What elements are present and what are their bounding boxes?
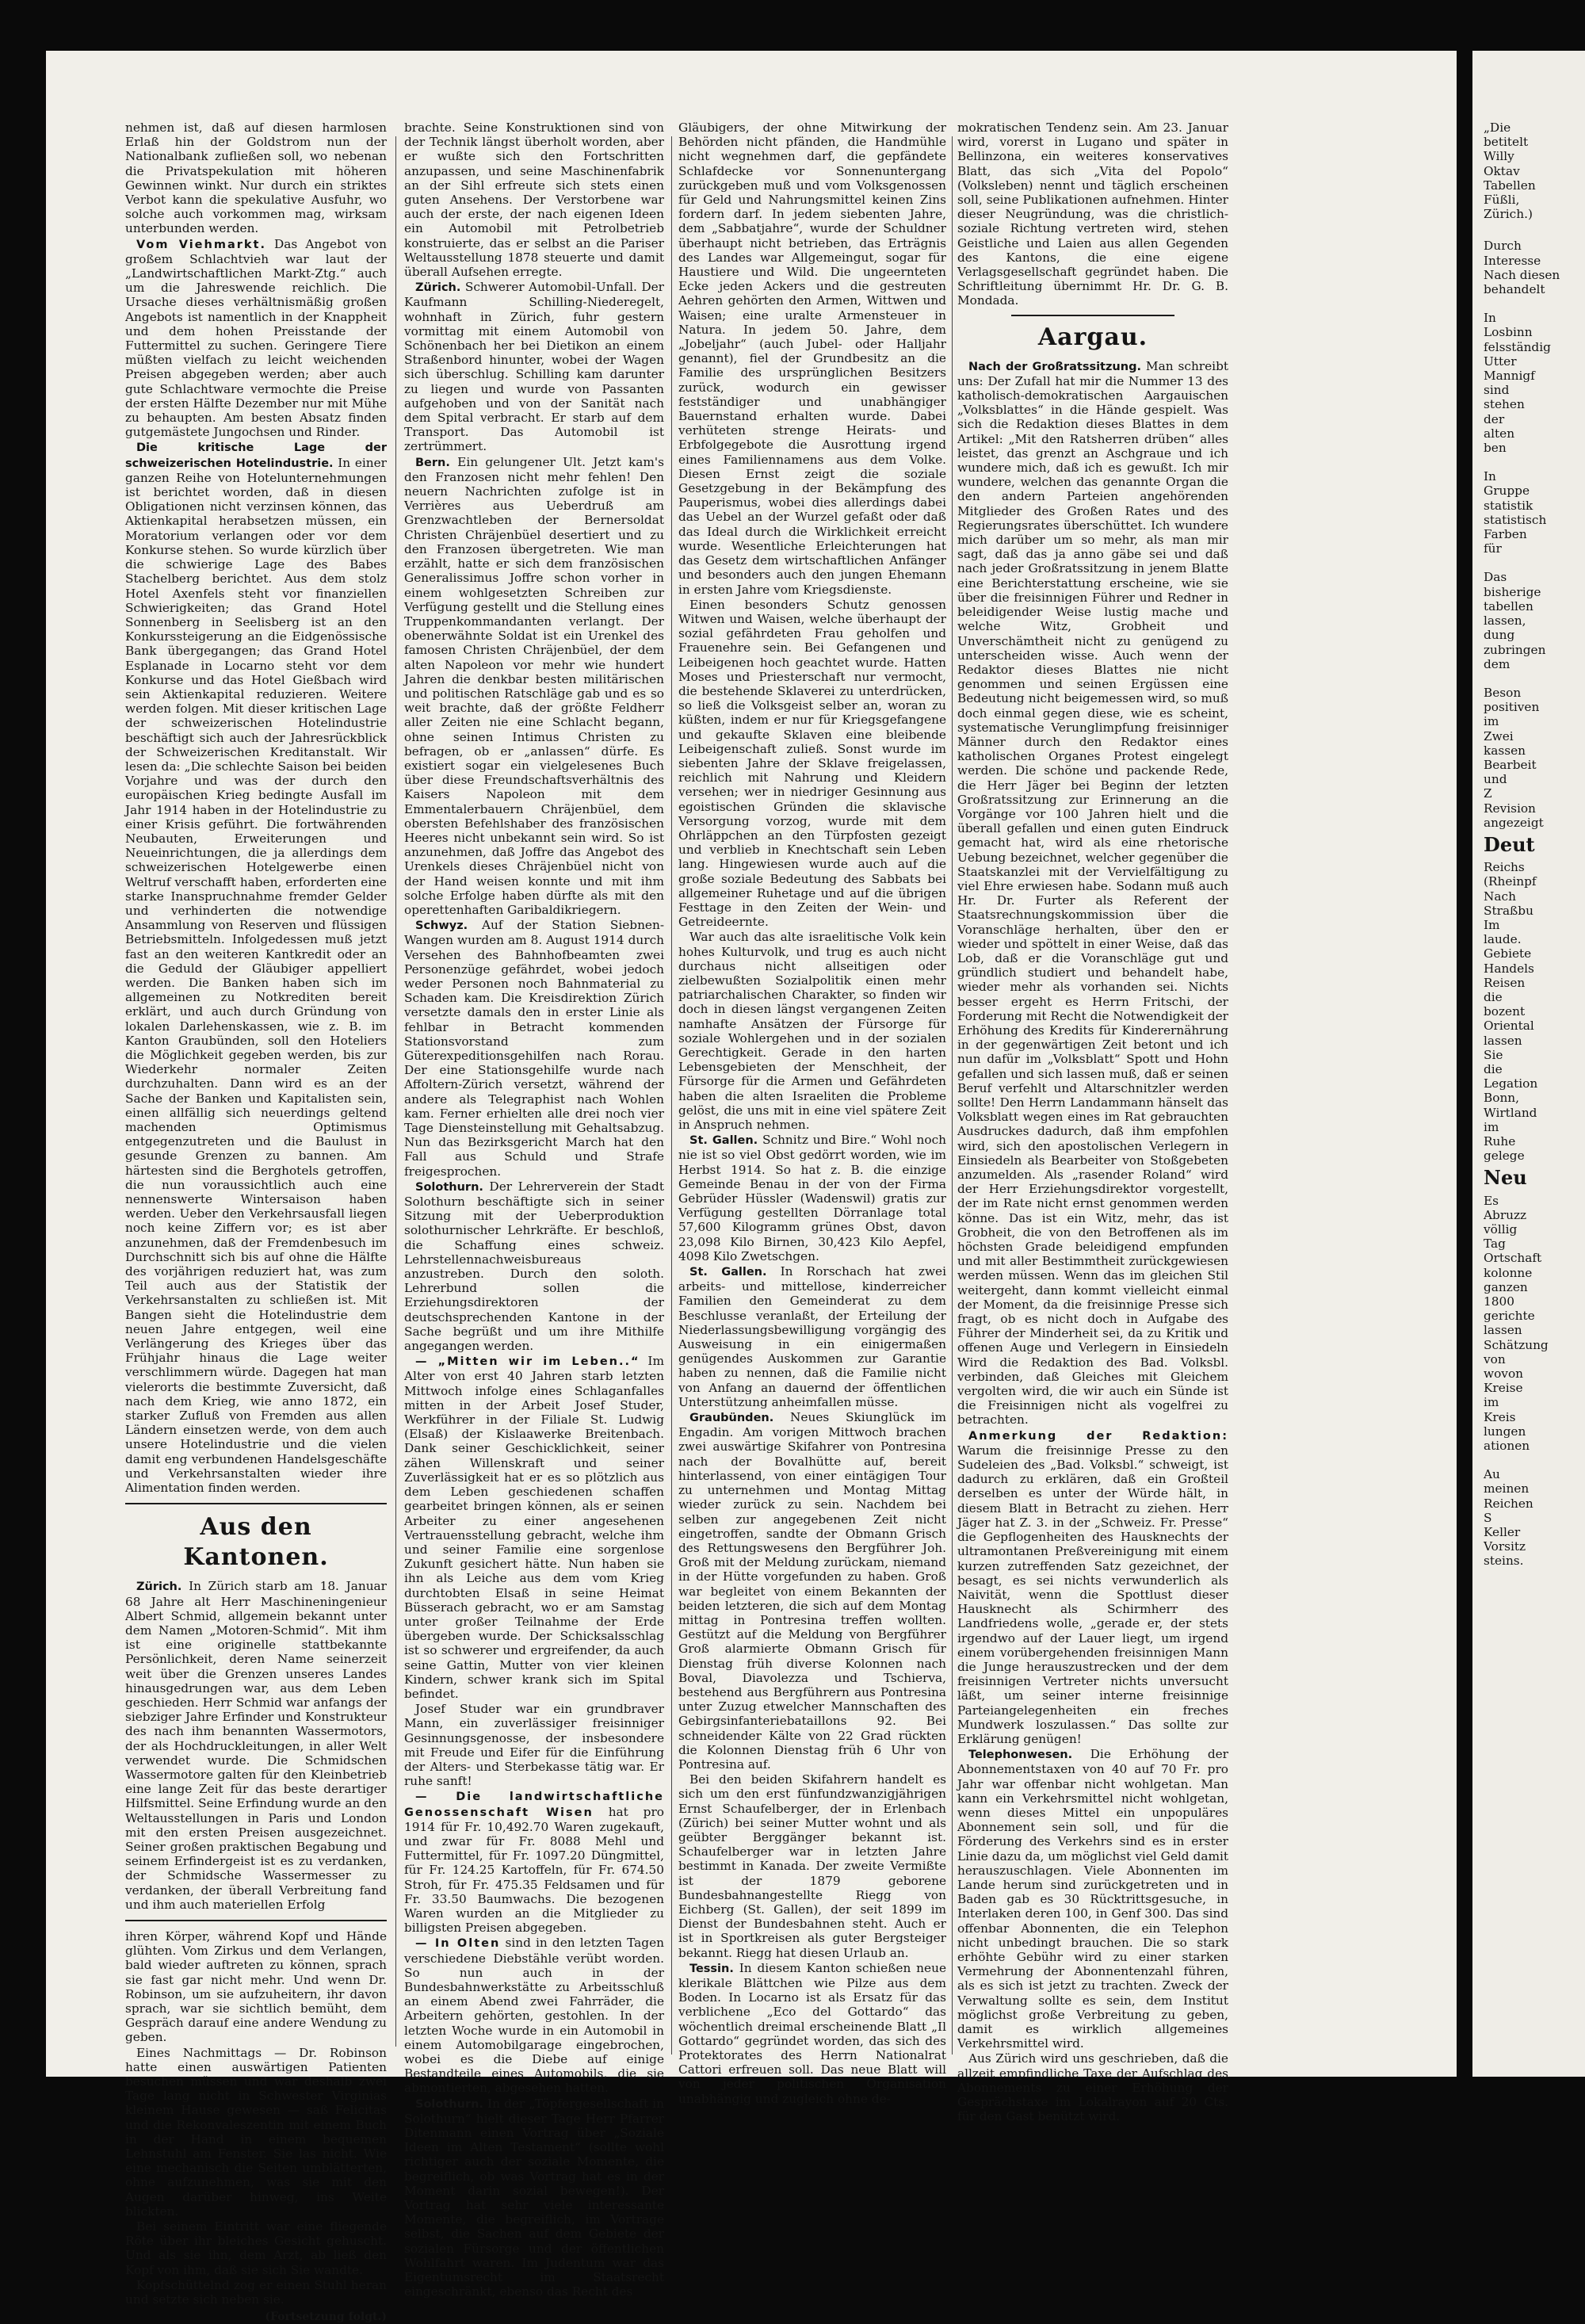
article-text: Einen besonders Schutz genossen Witwen und Waisen, welche überhaupt der sozial gefährdeten Frau geholfen und Frauenehre sein. Bei Gefangenen und Leibeigenen hoch geachtet wurde. Hatten Moses und Priesterschaft nur vermocht, die bestehende Sklaverei zu unterdrücken, so ließ die Volksgeist selber an, woran zu küßten, indem er nur für Kriegsgefangene und gekaufte Sklaven eine bleibende Leibeigenschaft zuließ. Sonst wurde im siebenten Jahre der Sklave freigelassen, reichlich mit Nahrung und Kleidern versehen; wer in niedriger Gesinnung aus egoistischen Gründen die sklavische Versorgung vorzog, wurde mit dem Ohrläppchen an den Türpfosten gezeigt und verblieb in Knechtschaft sein Leben lang. Hingewiesen wurde auch auf die große soziale Bedeutung des Sabbats bei allgemeiner Ruhetage und auf die übrigen Festtage in den Zeiten der Wein- und Getreideernte. [678,597,946,930]
article-text: War auch das alte israelitische Volk kein hohes Kulturvolk, und trug es auch nicht durchaus nicht allseitigen oder zielbewußten Sozialpolitik einen mehr patriarchalischen Charakter, so finden wir doch in diesen längst vergangenen Zeiten namhafte Ansätzen der Fürsorge für soziale Wohlergehen und in der sozialen Gerechtigkeit. Gerade in den harten Lebensgebieten der Menschheit, der Fürsorge für die Armen und Gefährdeten haben die alten Israeliten die Probleme gelöst, die uns mit in eine viel spätere Zeit in Anspruch nehmen. [678,930,946,1133]
article-solothurn-vortrag [404,2097,664,2299]
article-solothurn-lehrer [404,1179,664,1353]
fragment-line: im [1484,1395,1499,1410]
fragment-line: steins. [1484,1554,1524,1569]
fragment-line: Willy [1484,149,1514,164]
gap [1484,671,1585,686]
section-divider [125,1503,387,1504]
fragment-line: „Die [1484,120,1511,135]
fragment-line: Kreise [1484,1381,1523,1396]
fragment-line: Wirtland [1484,1105,1537,1120]
article-intro: nehmen ist, daß auf diesen harmlosen Erlaß hin der Goldstrom nun der Nationalbank zufließen soll, wo nebenan die Privatspekulation mit höheren Gewinnen winkt. Nur durch ein striktes Verbot kann die spekulative Ausfuhr, wo solche auch vorkommen mag, wirksam unterbunden werden. [125,120,387,236]
article-lead: Zürich. [136,1581,182,1594]
article-lead: Anmerkung der Redaktion: [968,1429,1228,1443]
fragment-line: Es [1484,1193,1499,1208]
article-graubuenden [678,1410,946,1772]
fragment-line: Keller [1484,1525,1521,1540]
fragment-line: Reichen [1484,1496,1533,1511]
gap [1484,221,1585,239]
fragment-line: meinen [1484,1481,1530,1496]
article-text: Die Erhöhung der Abonnementstaxen von 40 auf 70 Fr. pro Jahr war offenbar nicht wohlgetan. Man kann ein Verkehrsmittel nicht wohlgetan, wenn dieses Mittel ein unpopuläres Abonnement sein soll, und für die Förderung des Verkehrs sind es in erster Linie dazu da, um möglichst viel Geld damit herauszuschlagen. Viele Abonnenten im Lande herum sind zurückgetreten und in Baden gab es 30 Rücktrittsgesuche, in Interlaken deren 100, in Genf 300. Das sind offenbar Abonnenten, die ein Telephon nicht unbedingt brauchen. Die so stark erhöhte Gebühr wird zu einer starken Vermehrung der Abonnentenzahl führen, als es sich ist jetzt zu trachten. Zweck der Verwaltung sollte es sein, dem Institut möglichst große Verbreitung zu geben, damit es wirklich allgemeines Verkehrsmittel wird. [957,1747,1228,2051]
article-lead: Solothurn. [415,2097,483,2111]
fragment-line: angezeigt [1484,815,1544,830]
fragment-line: Gebiete [1484,946,1532,961]
fragment-line: zubringen [1484,642,1546,657]
fragment-line: Oktav [1484,163,1520,178]
fragment-line: lassen [1484,1033,1522,1048]
section-title-kantone: Aus den Kantonen. [183,1513,329,1572]
fragment-line: Oriental [1484,1019,1534,1034]
article-genossenschaft [404,1789,664,1935]
fragment-line: Gruppe [1484,484,1530,499]
article-hotelindustrie [125,440,387,1495]
fragment-line: völlig [1484,1222,1518,1237]
article-lead: Die kritische Lage der schweizerischen Hotelindustrie. [125,441,387,470]
gap [1484,1453,1585,1467]
fragment-line: Bearbeit [1484,757,1537,772]
fragment-block [1484,570,1585,671]
article-telephonwesen [957,1747,1228,2051]
fragment-line: Tag [1484,1237,1506,1252]
fragment-line: dem [1484,656,1511,671]
article-lead: Schwyz. [415,919,468,933]
article-text: Im Alter von erst 40 Jahren starb letzten Mittwoch infolge eines Schlaganfalles mitten in der Arbeit Josef Studer, Werkführer in der Filiale St. Ludwig (Elsaß) der Kislaawerke Breitenbach. Dank seiner Geschicklichkeit, seiner zähen Willenskraft und seiner Zuverlässigkeit hat er es so plötzlich aus dem Leben geschiedenen schaffen gearbeitet bringen können, als er seinen Arbeiter zu einer angesehenen Vertrauensstellung gebracht, welche ihm und seiner Familie eine sorgenlose Zukunft gesichert hätte. Nun haben sie ihn als Leiche aus dem vom Krieg durchtobten Elsaß in seine Heimat Büsserach gebracht, wo er am Samstag unter großer Teilnahme der Erde übergeben wurde. Der Schicksalsschlag ist so schwerer und ergreifender, da auch seine Gattin, Mutter von vier kleinen Kindern, schwer krank sich im Spital befindet. [404,1354,664,1701]
column-rule [671,136,672,2055]
article-zuerich-schmid [125,1579,387,1912]
fragment-line: Handels [1484,961,1534,976]
fragment-line: kassen [1484,743,1526,758]
column-2 [404,120,664,2299]
fragment-line: Das [1484,570,1507,585]
feuilleton-text: Kopfschüttelnd zog er einen Stuhl heran und setzte sich neben sie. [125,2277,387,2307]
column-4 [957,120,1228,2124]
newspaper-page [46,51,1457,2324]
fragment-line: behandelt [1484,282,1545,297]
article-lead: — In Olten [415,1937,501,1951]
section-divider [1011,315,1174,316]
article-st-gallen-rorschach [678,1264,946,1409]
article-lead: St. Gallen. [689,1134,758,1148]
fragment-line: wovon [1484,1366,1524,1382]
fragment-heading: Neu [1484,1166,1527,1190]
fragment-line: Ortschaft [1484,1251,1542,1266]
article-text: Neues Skiunglück im Engadin. Am vorigen Mittwoch brachen zwei auswärtige Skifahrer von Pontresina nach der Bovalhütte auf, bereit hinterlassend, von einer eintägigen Tour zu unternehmen und Montag Mittag wieder zurück zu sein. Nachdem bei selben zur angegebenen Zeit nicht eingetroffen, sandte der Obmann Grisch des Rettungswesens den Bergführer Joh. Groß mit der Meldung zurückam, niemand in der Hütte vorgefunden zu haben. Groß war begleitet von einem Bekannten der beiden letzteren, die sich auf dem Montag mittag in Pontresina treffen wollten. Gestützt auf die Meldung von Bergführer Groß alarmierte Obmann Grisch für Dienstag früh diverse Kolonnen nach Boval, Diavolezza und Tschierva, bestehend aus Bergführern aus Pontresina unter Zuzug etwelcher Mannschaften des Gebirgsinfanteriebataillons 92. Bei schneidender Kälte von 22 Grad rückten die Kolonnen Dienstag früh 6 Uhr von Pontresina auf. [678,1410,946,1772]
fragment-line: (Rheinpf [1484,874,1537,889]
fragment-line: Füßli, [1484,193,1520,208]
fragment-line: Beson [1484,685,1522,700]
fragment-block [1484,1467,1585,1568]
article-lead: Nach der Großratssitzung. [968,360,1141,373]
fragment-line: 1800 [1484,1294,1514,1309]
article-vom-viehmarkt [125,237,387,440]
fragment-line: Schätzung [1484,1337,1549,1352]
fragment-block [1484,120,1585,221]
fragment-line: Abruzz [1484,1207,1527,1222]
fragment-line: tabellen [1484,598,1533,613]
fragment-line: Durch [1484,239,1522,254]
article-text: In der „Töpfergesellschaft in Solothurn“ hielt dieser Tage Herr Pfarrer Ditenmann einen Vortrag über „Soziale Ideen im Alten Testament“ (sollte wohl richtiger auch der soziale Momente, die begreiflich, ob was Vortrag hat es in der Moment darin sozial bewegen!). Der Vortrag hat sehr viele interessante Momente, die begreiflich, im Vortrage selbst, die Sachen auf dem Gebiete der sozialen Fürsorge und der öffentlichen Wohlfahrt waren. Im Judentum war das Eigentumsrecht im Staatsrecht eingeschränkt, ebenso das Recht des [404,2096,664,2299]
article-intro: Gläubigers, der ohne Mitwirkung der Behörden nicht pfänden, die Handmühle nicht wegnehmen darf, die gepfändete Schlafdecke vor Sonnenuntergang zurückgeben muß und vom Volksgenossen für Geld und Nahrungsmittel keinen Zins fordern darf. In jedem siebenten Jahre, dem „Sabbatjahre“, wurde der Schuldner überhaupt nicht betrieben, das Erträgnis des Landes war Allgemeingut, sogar für Haustiere und Wild. Die ungeernteten Ecke jeden Ackers und die gestreuten Aehren gehörten den Armen, Wittwen und Waisen; eine uralte Armensteuer in Natura. In jedem 50. Jahre, dem „Jobeljahr“ (auch Jubel- oder Halljahr genannt), fiel der Grundbesitz an die Familie des ursprünglichen Besitzers zurück, wodurch ein gewisser festständiger und unabhängiger Bauernstand erhalten wurde. Dabei verhüteten strenge Heirats- und Erbfolgegebote die Ausrottung irgend eines Familiennamens aus dem Volke. Diesen Ernst zeigt die soziale Gesetzgebung in der Bekämpfung des Pauperismus, wobei dies allerdings dabei das Uebel an der Wurzel gefaßt oder daß das Ideal durch die Wirklichkeit erreicht wurde. Wesentliche Erleichterungen hat das Gesetz dem wirtschaftlichen Anfänger und besonders auch den jungen Ehemann in ersten Jahre vom Kriegsdienste. [678,120,946,597]
column-rule [952,136,953,2055]
fragment-line: Straßbu [1484,903,1533,918]
fragment-line: Sie [1484,1047,1503,1062]
article-lead: — „Mitten wir im Leben..“ [415,1355,640,1369]
fragment-line: Vorsitz [1484,1539,1526,1554]
fragment-line: kolonne [1484,1265,1533,1280]
fragment-line: Reisen [1484,975,1526,990]
fragment-line: Au [1484,1467,1500,1482]
fragment-line: dung [1484,628,1515,643]
fragment-line: die [1484,1061,1503,1076]
fragment-line: Zürich.) [1484,207,1533,222]
fragment-line: alten [1484,426,1515,441]
fragment-line: Tabellen [1484,178,1536,193]
fragment-line: Z [1484,786,1492,801]
article-text: Bei den beiden Skifahrern handelt es sich um den erst fünfundzwanzigjährigen Ernst Schaufelberger, der in Erlenbach (Zürich) bei seiner Mutter wohnt und als geübter Berggänger bekannt ist. Schaufelberger war in letzten Jahre bestimmt in Kanada. Der zweite Vermißte ist der 1879 geborene Bundesbahnangestellte Riegg von Eichberg (St. Gallen), der seit 1899 im Dienst der Bundesbahnen steht. Auch er ist in Sportkreisen als guter Bergsteiger bekannt. Riegg hat diesen Urlaub an. [678,1772,946,1960]
article-text: Schnitz und Bire.“ Wohl noch nie ist so viel Obst gedörrt worden, wie im Herbst 1914. So hat z. B. die einzige Gemeinde Benau in der von der Firma Gebrüder Hüssler (Wadenswil) gratis zur Verfügung gestellten Dörranlage total 57,600 Kilogramm grünes Obst, davon 23,098 Kilo Birnen, 30,423 Kilo Aepfel, 4098 Kilo Zwetschgen. [678,1133,946,1263]
fragment-line: und [1484,772,1507,787]
article-text: Der Lehrerverein der Stadt Solothurn beschäftigte sich in seiner Sitzung mit der Ueberproduktion solothurnischer Lehrkräfte. Er beschloß, die Schaffung eines schweiz. Lehrstellennachweisbureaus anzustreben. Durch den soloth. Lehrerbund sollen die Erziehungsdirektoren der deutschsprechenden Kantone in der Sache begrüßt und um ihre Mithilfe angegangen werden. [404,1179,664,1354]
fragment-line: sind [1484,383,1510,398]
fragment-line: Utter [1484,354,1517,369]
fragment-block [1484,860,1585,1163]
article-lead: Bern. [415,456,450,469]
fragment-line: Reichs [1484,860,1525,875]
article-text: sind in den letzten Tagen verschiedene Diebstähle verübt worden. So nun auch in der Bundesbahnwerkstätte zu Arbeitsschluß an einem Abend zwei Fahrräder, die Arbeitern gehörten, gestohlen. In der letzten Woche wurde in ein Automobil in einem Automobilgarage eingebrochen, wobei es die Diebe auf einige Bestandteile eines Automobils, die sie abmontierten, abgesehen hatten. [404,1936,664,2096]
fragment-line: gelege [1484,1149,1525,1164]
fragment-line: Zwei [1484,728,1514,743]
article-studer [404,1354,664,1701]
fragment-line: Farben [1484,527,1527,542]
article-lead: Tessin. [689,1962,734,1975]
fragment-line: gerichte [1484,1309,1535,1324]
article-lead: Zürich. [415,281,461,295]
article-schwyz [404,918,664,1179]
fragment-block [1484,1194,1585,1454]
fragment-block [1484,686,1585,830]
article-lead: Graubünden. [689,1412,774,1425]
article-anmerkung [957,1428,1228,1746]
article-text: In einer ganzen Reihe von Hotelunternehmungen ist berichtet worden, daß in diesen Obligationen nicht verzinsen können, das Aktienkapital herabsetzen müssen, ein Moratorium verlangen oder vor dem Konkurse stehen. So wurde kürzlich über die schwierige Lage des Babes Stachelberg berichtet. Aus dem stolz Hotel Axenfels steht vor finanziellen Schwierigkeiten; das Grand Hotel Sonnenberg in Seelisberg ist an den Konkurssteigerung an die Eidgenössische Bank übergegangen; das Grand Hotel Esplanade in Locarno steht vor dem Konkurse und das Hotel Gießbach wird sein Aktienkapital reduzieren. Weitere werden folgen. Mit dieser kritischen Lage der schweizerischen Hotelindustrie beschäftigt sich auch der Jahresrückblick der Schweizerischen Kreditanstalt. Wir lesen da: „Die schlechte Saison bei beiden Vorjahre und was der durch den europäischen Krieg bedingte Ausfall im Jahr 1914 haben in der Hotelindustrie zu einer Krisis geführt. Die fortwährenden Neubauten, Erweiterungen und Neueinrichtungen, die ja allerdings dem schweizerischen Hotelgewerbe einen Weltruf verschafft haben, erforderten eine starke Inanspruchnahme fremder Gelder und verhinderten die notwendige Ansammlung von Reserven und flüssigen Betriebsmitteln. Infolgedessen muß jetzt fast an den weiteren Kantkredit oder an die Geduld der Gläubiger appelliert werden. Die Banken haben sich im allgemeinen zu Notkrediten bereit erklärt, und auch durch Gründung von lokalen Darlehenskassen, wie z. B. im Kanton Graubünden, soll den Hoteliers die Möglichkeit gegeben werden, bis zur Wiederkehr normaler Zeiten durchzuhalten. Dann wird es an der Sache der Banken und Kapitalisten sein, einen allfällig sich neuerdings geltend machenden Optimismus entgegenzutreten und die Baulust in gesunde Grenzen zu bannen. Am härtesten sind die Berghotels getroffen, die nun voraussichtlich auch eine nennenswerte Wintersaison haben werden. Ueber den Verkehrsausfall liegen noch keine Ziffern vor; es ist aber anzunehmen, daß der Fremdenbesuch im Durchschnitt sich bis auf ohne die Hälfte des vorjährigen reduziert hat, was zum Teil auch aus der Statistik der Verkehrsanstalten zu schließen ist. Mit Bangen sieht die Hotelindustrie dem neuen Jahre entgegen, weil eine Verlängerung des Krieges über das Frühjahr hinaus die Lage weiter verschlimmern würde. Dagegen hat man vielerorts die bestimmte Zuversicht, daß nach dem Krieg, wie anno 1872, ein starker Zufluß von Fremden aus allen Ländern einsetzen werde, von dem auch unsere Hotelindustrie und die vielen damit eng verbundenen Handelsgeschäfte und Verkehrsanstalten wieder ihre Alimentation finden werden. [125,455,387,1496]
fragment-line: von [1484,1351,1506,1366]
fragment-line: stehen [1484,397,1525,412]
fragment-line: In [1484,311,1496,326]
fragment-line: statistisch [1484,512,1547,527]
article-lead: St. Gallen. [689,1266,767,1279]
fragment-line: lungen [1484,1424,1526,1439]
article-text: hat pro 1914 für Fr. 10,492.70 Waren zugekauft, und zwar für Fr. 8088 Mehl und Futtermittel, für Fr. 1097.20 Düngmittel, für Fr. 124.25 Kartoffeln, für Fr. 674.50 Stroh, für Fr. 475.35 Feldsamen und für Fr. 33.50 Baumwachs. Die bezogenen Waren wurden an die Mitglieder zu billigsten Preisen abgegeben. [404,1804,664,1936]
fragment-line: für [1484,541,1502,556]
fragment-heading: Deut [1484,832,1535,856]
fragment-block [1484,469,1585,556]
article-lead: Solothurn. [415,1180,483,1194]
fragment-block [1484,311,1585,455]
gap [1484,296,1585,311]
fragment-line: bisherige [1484,584,1541,599]
fragment-line: positiven [1484,700,1540,715]
article-text: Das Angebot von großem Schlachtvieh war laut der „Landwirtschaftlichen Markt-Ztg.“ auch um die Jahreswende reichlich. Die Ursache dieses verhältnismäßig großen Angebots ist namentlich in der Knappheit und dem hohen Preisstande der Futtermittel zu suchen. Geringere Tiere müßten vielfach zu leicht weichenden Preisen abgegeben werden; aber auch gute Schlachtware vermochte die Preise der ersten Hälfte Dezember nur mit Mühe zu behaupten. Am besten Absatz finden gutgemästete Jungochsen und Rinder. [125,236,387,440]
fragment-line: ben [1484,441,1507,456]
section-title-aargau: Aargau. [1037,323,1148,351]
fragment-line: Bonn, [1484,1091,1520,1106]
fragment-line: Nach diesen [1484,267,1560,282]
article-olten [404,1936,664,2095]
column-rule [395,136,396,2047]
article-text: Auf der Station Siebnen-Wangen wurden am 8. August 1914 durch Versehen des Bahnhofbeamten zwei Personenzüge gefährdet, wobei jedoch weder Personen noch Bahnmaterial zu Schaden kam. Die Kreisdirektion Zürich versetzte damals den in erster Linie als fehlbar in Betracht kommenden Stationsvorstand zum Güterexpeditionsgehilfen nach Rorau. Der eine Stationsgehilfe wurde nach Affoltern-Zürich versetzt, während der andere als Telegraphist nach Wohlen kam. Ferner erhielten alle drei noch vier Tage Diensteinstellung mit Gehaltsabzug. Nun das Bezirksgericht March hat den Fall aus Schuld und Strafe freigesprochen. [404,918,664,1179]
feuilleton-text: Bei seinem Eintritt war eine fliegende Röte über ihr bleiches Gesicht gehuscht. Und als sie ihn, dem Arzt, ab ließ den Kopf von ihm, daß sie sich Sie wandte. [125,2219,387,2277]
adjacent-page-fragment [1472,51,1585,2077]
article-grossratssitzung [957,359,1228,1428]
fragment-line: statistik [1484,498,1533,513]
feuilleton-text: ihren Körper, während Kopf und Hände glühten. Vom Zirkus und dem Verlangen, bald wieder auftreten zu können, sprach sie fast gar nicht mehr. Und wenn Dr. Robinson, um sie aufzuheitern, ihr davon sprach, war sie sichtlich bemüht, dem Gespräch darauf eine andere Wendung zu geben. [125,1928,387,2045]
fragment-line: Interesse [1484,253,1541,268]
fragment-line: Kreis [1484,1409,1516,1424]
column-1 [125,120,387,2324]
article-lead: — Die landwirtschaftliche Genossenschaft Wisen [404,1791,664,1819]
fragment-line: ationen [1484,1439,1530,1454]
fragment-line: im [1484,714,1499,729]
article-intro: brachte. Seine Konstruktionen sind von der Technik längst überholt worden, aber er wußte sich den Fortschritten anzupassen, und seine Maschinenfabrik an der Sihl erfreute sich stets einen guten Ansehens. Der Verstorbene war auch der erste, der nach eigenen Ideen ein Automobil mit Petrolbetrieb konstruierte, das er selbst an die Pariser Weltausstellung 1878 steuerte und damit überall Aufsehen erregte. [404,120,664,280]
gap [1484,455,1585,469]
article-tessin [678,1961,946,2106]
article-lead: Telephonwesen. [968,1749,1073,1762]
fragment-line: Legation [1484,1076,1538,1091]
fragment-line: In [1484,469,1496,484]
article-lead: Vom Viehmarkt. [136,238,266,251]
gap [1484,556,1585,570]
article-studer-cont: Josef Studer war ein grundbraver Mann, ein zuverlässiger freisinniger Gesinnungsgenosse, der insbesondere mit Freude und Eifer für die Einführung der Alters- und Sterbekasse tätig war. Er ruhe sanft! [404,1702,664,1789]
continuation-note: (Fortsetzung folgt.) [265,2311,387,2324]
article-st-gallen-obst [678,1133,946,1263]
fragment-line: betitelt [1484,135,1529,150]
article-text: Schwerer Automobil-Unfall. Der Kaufmann Schilling-Niederegelt, wohnhaft in Zürich, fuhr gestern vormittag mit einem Automobil von Schönenbach her bei Dietikon an einem Straßenbord hinunter, wobei der Wagen sich überschlug. Schilling kam darunter zu liegen und wurde von Passanten aufgehoben und von der Sanität nach dem Spital verbracht. Er starb auf dem Transport. Das Automobil ist zertrümmert. [404,280,664,454]
fragment-line: die [1484,989,1503,1004]
fragment-line: felsständig [1484,339,1551,354]
fragment-line: Im [1484,917,1500,932]
fragment-line: der [1484,411,1505,426]
article-bern [404,455,664,918]
article-text: In diesem Kanton schießen neue klerikale Blättchen wie Pilze aus dem Boden. In Locarno ist als Ersatz für das verblichene „Eco del Gottardo“ das wöchentlich dreimal erscheinende Blatt „Il Gottardo“ gegründet worden, das sich des Protektorates des Herrn Nationalrat Cattori erfreuen soll. Das neue Blatt will von jeder politischen Organisation unabhängig und zugleich ohne de- [678,1960,946,2106]
column-3 [678,120,946,2107]
fragment-line: lassen [1484,1323,1522,1338]
article-text: Ein gelungener Ult. Jetzt kam's den Franzosen nicht mehr fehlen! Den neuern Nachrichten zufolge ist in Verrières aus Ueberdruß am Grenzwachtleben der Bernersoldat Christen Chräjenbüel desertiert und zu den Franzosen übergetreten. Wie man erzählt, hatte er sich dem französischen Generalissimus Joffre schon vorher in einem wohlgesetzten Schreiben zur Verfügung gestellt und die Stellung eines Truppenkommandanten verlangt. Der obenerwähnte Soldat ist ein Urenkel des famosen Christen Chräjenbüel, der dem alten Napoleon vor mehr wie hundert Jahren die denkbar besten militärischen und politischen Ratschläge gab und es so weit brachte, daß der größte Feldherr aller Zeiten nie eine Schlacht begann, ohne seinen Intimus Christen zu befragen, ob er „anlassen“ dürfe. Es existiert sogar ein vielgelesenes Buch über diese Freundschaftsverhältnis des Kaisers Napoleon mit dem Emmentalerbauern Chräjenbüel, dem obersten Befehlshaber des französischen Heeres nicht unbekannt sein wird. So ist anzunehmen, daß Joffre das Angebot des Urenkels dieses Chräjenbüel nicht von der Hand weisen konnte und mit ihm solche Erfolge haben dürfte als mit den operettenhaften Garibaldikriegern. [404,454,664,917]
fragment-line: Revision [1484,801,1536,816]
feuilleton-divider [125,1920,387,1921]
article-text: Warum die freisinnige Presse zu den Sudeleien des „Bad. Volksbl.“ schweigt, ist dadurch zu erklären, daß ein Großteil derselben es unter der Würde hält, in diesem Blatt in Betracht zu ziehen. Herr Jäger hat Z. 3. in der „Schweiz. Fr. Presse“ die Gepflogenheiten des Hausknechts der ultramontanen Preßvereinigung mit einem kurzen zutreffenden Satz gezeichnet, der besagt, es sei nichts verwunderlich als Naivität, wenn die Spottlust dieser Hausknecht als Schirmherr des Landfriedens wolle, „gerade er, der stets irgendwo auf der Lauer liegt, um irgend einem vorübergehenden freisinnigen Mann die Junge herauszustrecken und der dem freisinnigen Vertreter nichts unversucht läßt, um seiner interne freisinnige Parteiangelegenheiten ein freches Mundwerk loszulassen.“ Das sollte zur Erklärung genügen! [957,1443,1228,1746]
article-zuerich-unfall [404,280,664,453]
article-intro: mokratischen Tendenz sein. Am 23. Januar wird, vorerst in Lugano und später in Bellinzona, ein weiteres konservatives Blatt, das sich „Vita del Popolo“ (Volksleben) nennt und täglich erscheinen soll, seine Publikationen aufnehmen. Hinter dieser Neugründung, was die christlich-soziale Richtung vertreten wird, stehen Geistliche und Laien aus allen Gegenden des Kantons, die eine eigene Verlagsgesellschaft gegründet haben. Die Schriftleitung übernimmt Hr. Dr. G. B. Mondada. [957,120,1228,308]
article-text: Aus Zürich wird uns geschrieben, daß die allzeit empfindliche Taxe der Aufschlag des Abonnements zu einer Erhöhung der Gesprächstaxe im Lokalrayon auf 20 Cts. für den Gast benützt wird. [957,2051,1228,2124]
article-text: In Rorschach hat zwei arbeits- und mittellose, kinderreicher Familien den Gemeinderat zu dem Beschlusse veranlaßt, der Erteilung der Niederlassungsbewilligung vorgängig des Ausweisung in ein einigermaßen genügendes Auskommen zur Garantie haben zu nennen, daß die Familie nicht von Anfang an dauernd der öffentlichen Unterstützung anheimfallen müsse. [678,1264,946,1409]
fragment-line: Ruhe [1484,1134,1516,1149]
fragment-line: ganzen [1484,1279,1528,1294]
fragment-line: Losbinn [1484,325,1533,340]
adjacent-column [1484,120,1585,1569]
feuilleton-text: Eines Nachmittags — Dr. Robinson hatte einen auswärtigen Patienten besuchen müssen und war deshalb zwei Tage lang nicht in Schwester Virginias kleinem Hause gewesen — saß Felicitas und die Rekonvaleszentin mit einem Buch in der Hand in einem bequemen Lehnstuhl am Fenster. Sie las nicht. Wie eine mechanisch die Seiten umblätterten, ohne aufzunehmen, was sie mit den Augen darüber hinweg, ins Weite blickten. [125,2045,387,2219]
fragment-line: im [1484,1119,1499,1134]
fragment-block [1484,239,1585,296]
fragment-line: Mannigf [1484,369,1535,384]
article-text: In Zürich starb am 18. Januar 68 Jahre alt Herr Maschineningenieur Albert Schmid, allgemein bekannt unter dem Namen „Motoren-Schmid“. Mit ihm ist eine originelle stattbekannte Persönlichkeit, deren Name seinerzeit weit über die Grenzen unseres Landes hinausgedrungen war, aus dem Leben geschieden. Herr Schmid war anfangs der siebziger Jahre Erfinder und Konstrukteur des nach ihm benannten Wassermotors, der als Hochdruckleitungen, in aller Welt verwendet wurde. Die Schmidschen Wassermotore galten für den Kleinbetrieb eine lange Zeit für das beste derartiger Hilfsmittel. Seine Erfindung wurde an den Weltausstellungen in Paris und London mit den ersten Preisen ausgezeichnet. Seiner großen praktischen Begabung und seinem Erfindergeist ist es zu verdanken, der Schmidsche Wassermesser zu verdanken, der überall Verbreitung fand und ihm auch materiellen Erfolg [125,1579,387,1912]
fragment-line: lassen, [1484,613,1526,629]
fragment-line: S [1484,1510,1492,1525]
fragment-line: bozent [1484,1004,1526,1019]
article-text: Man schreibt uns: Der Zufall hat mir die Nummer 13 des katholisch-demokratischen Aargauischen „Volksblattes“ in die Hände gespielt. Was sich die Redaktion dieses Blattes in dem Artikel: „Mit den Ratsherren drüben“ alles leistet, das grenzt an Aschgraue und ich wundere mich, daß ich es gewußt. Ich mir wundere, welchen das genannte Organ die den andern Parteien angehörenden Mitglieder des Großen Rates und des Regierungsrates überschüttet. Ich wundere mich darüber um so mehr, als man mir sagt, daß das ja anno gäbe sei und daß nach jeder Großratssitzung in jenem Blatte eine Berichterstattung erscheine, wie sie über die freisinnigen Führer und Redner in beleidigender Weise lustig mache und welche Witz, Grobheit und Unverschämtheit nicht zu genügend zu unterscheiden wisse. Auch wenn der Redaktor dieses Blattes nie nicht genommen und seinen Ergüssen eine Bedeutung nicht beigemessen wird, so muß doch einmal gegen diese, wie es scheint, systematische Verunglimpfung freisinniger Männer durch den Redaktor eines katholischen Organes Protest eingelegt werden. Die schöne und packende Rede, die Herr Jäger bei Beginn der letzten Großratssitzung zur Erinnerung an die Vorgänge vor 100 Jahren hielt und die überall gefallen und einen guten Eindruck gemacht hat, wird als eine rhetorische Uebung bezeichnet, welcher gegenüber die Staatskanzlei mit der Vervielfältigung zu viel Ehre erwiesen habe. Sodann muß auch Hr. Dr. Furter als Referent der Staatsrechnungskommission über die Voranschläge herhalten, über den er wieder und spöttelt in einer Weise, daß das Lob, daß er die Voranschläge gut und gründlich studiert und behandelt habe, wieder mehr als vorhanden sei. Nichts besser ergeht es Herrn Fritschi, der Forderung mit Recht die Notwendigkeit der Erhöhung des Kredits für Kinderernährung in der gegenwärtigen Zeit betont und ich nun dafür im „Volksblatt“ Spott und Hohn gefallen und sich lassen muß, daß er seinen Beruf verfehlt und Altarschnitzler werden sollte! Den Herrn Landammann hänselt das Volksblatt wegen eines im Rat gebrauchten Ausdruckes dadurch, daß ihm empfohlen wird, sich den apostolischen Verlegern in Einsiedeln als Bearbeiter von Stoßgebeten anzumelden. Als „rasender Roland“ wird der Herr Erziehungsdirektor vorgestellt, der im Rate nicht ernst genommen werden könne. Das ist ein Witz, mehr, das ist Grobheit, die von den Betroffenen als im höchsten Grade beleidigend empfunden und mit aller Bestimmtheit zurückgewiesen werden müssen. Wenn das im gleichen Stil weitergeht, dann kommt vielleicht einmal der Moment, da die freisinnige Presse sich fragt, ob es nicht doch in Aufgabe des Führer der Minderheit sei, da zu Kritik und offenen Auge und Verlegern in Einsiedeln Wird die Redaktion des Bad. Volksbl. verbinden, daß Gleiches mit Gleichem vergolten wird, die wir auch ein Sünde ist die Freisinnigen nicht als vogelfrei zu betrachten. [957,358,1229,1428]
fragment-line: laude. [1484,932,1522,947]
fragment-line: Nach [1484,889,1516,904]
